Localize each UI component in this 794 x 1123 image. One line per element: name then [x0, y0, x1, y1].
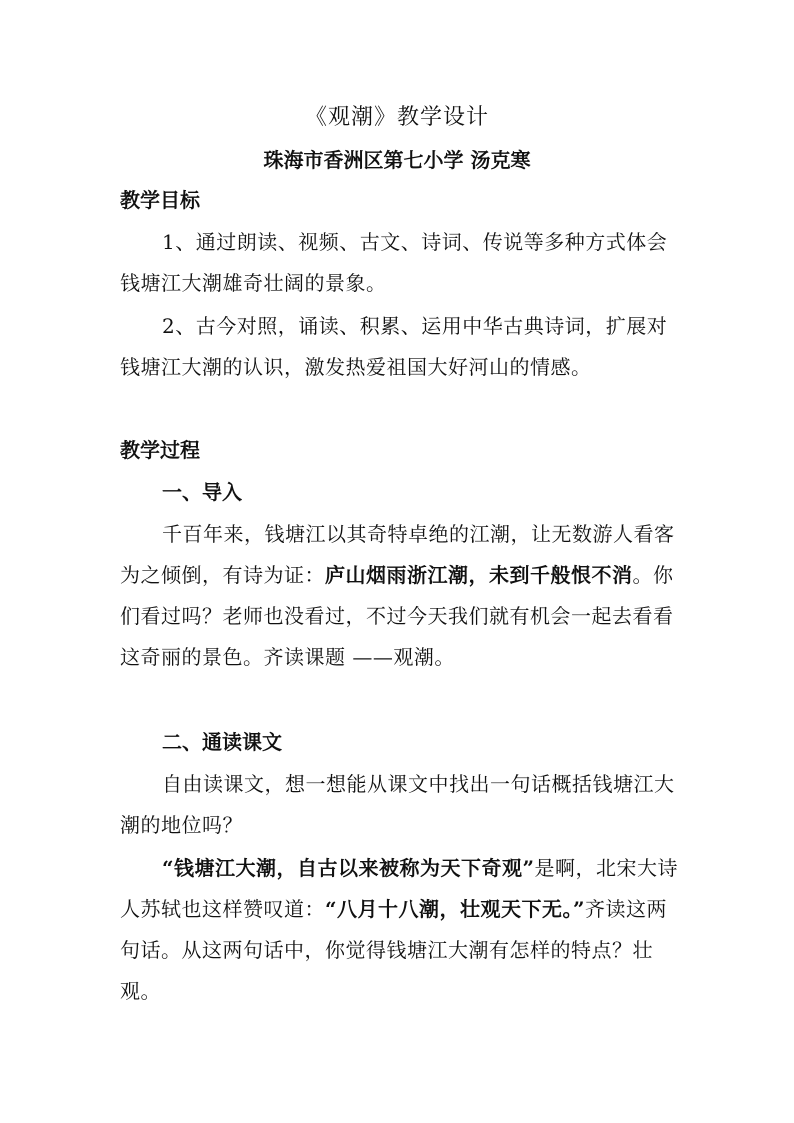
section2-heading: 二、通读课文: [162, 730, 282, 754]
section1-poem-quote: 庐山烟雨浙江潮，未到千般恨不消: [325, 563, 633, 587]
section1-text-a: 千百年来，钱塘江以其奇特卓绝的江潮，让无数游人看客为之倾倒，有诗为证：: [120, 522, 675, 587]
section1-heading: 一、导入: [162, 480, 242, 504]
section2-paragraph-2: [120, 848, 680, 1012]
objective-item-1: 1、通过朗读、视频、古文、诗词、传说等多种方式体会钱塘江大潮雄奇壮阔的景象。: [120, 230, 668, 295]
section2-paragraph-1: 自由读课文，想一想能从课文中找出一句话概括钱塘江大潮的地位吗？: [120, 772, 675, 837]
section1-paragraph: [120, 514, 680, 678]
objectives-heading: 教学目标: [120, 188, 200, 212]
document-title: 《观潮》教学设计: [304, 105, 489, 130]
section2-quote-1: “钱塘江大潮，自古以来被称为天下奇观”: [162, 856, 535, 880]
section2-quote-2: “八月十八潮，壮观天下无。”: [325, 897, 586, 921]
author-line: 珠海市香洲区第七小学 汤克寒: [263, 148, 531, 172]
section2-text-b: 齐读这两句话。从这两句话中，你觉得钱塘江大潮有怎样的特点？壮观。: [120, 897, 668, 1003]
objective-item-2: 2、古今对照，诵读、积累、运用中华古典诗词，扩展对钱塘江大潮的认识，激发热爱祖国大好河山的情感。: [120, 314, 668, 379]
section2-text-a: 是啊，北宋大诗人苏轼也这样赞叹道：: [120, 856, 679, 921]
section1-text-b: 。你们看过吗？老师也没看过，不过今天我们就有机会一起去看看这奇丽的景色。齐读课题 ——观潮。: [120, 563, 674, 669]
process-heading: 教学过程: [120, 438, 200, 462]
